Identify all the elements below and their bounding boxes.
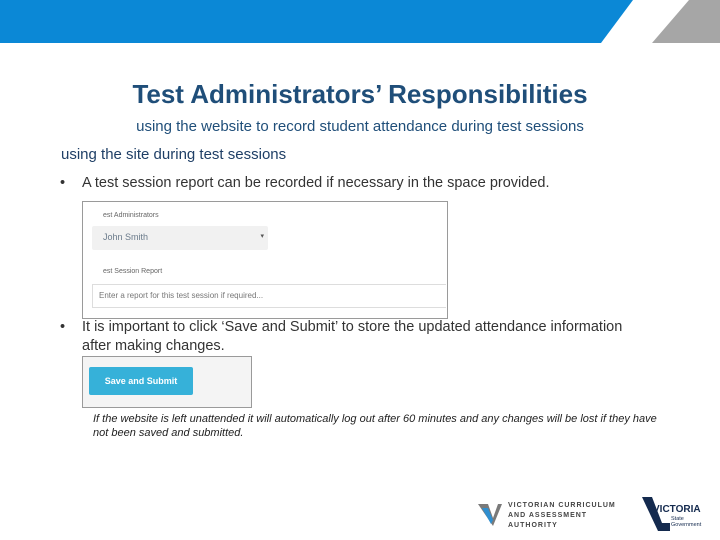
victoria-logo-sub2: Government: [671, 522, 702, 528]
victoria-logo-sub: [671, 516, 701, 528]
save-button-screenshot: [82, 356, 252, 408]
victoria-logo-sub1: State: [671, 516, 684, 522]
report-input[interactable]: [92, 284, 446, 308]
vcaa-logo-line1: VICTORIAN CURRICULUM: [508, 502, 616, 509]
chevron-down-icon: ▾: [260, 233, 264, 240]
admin-field-label: est Administrators: [103, 212, 159, 219]
banner-blue-band: [0, 0, 633, 43]
page-subtitle: using the website to record student attendance during test sessions: [136, 118, 584, 135]
banner-gray-slash: [652, 0, 720, 43]
section-heading: using the site during test sessions: [61, 146, 287, 163]
bullet-text: A test session report can be recorded if necessary in the space provided.: [82, 175, 550, 191]
admin-select-value: John Smith: [103, 232, 149, 242]
admin-select[interactable]: [92, 226, 268, 250]
vcaa-logo-text: [508, 501, 628, 531]
bullet-marker: •: [60, 175, 66, 191]
victoria-logo-word: VICTORIA: [653, 504, 701, 515]
timeout-note: If the website is left unattended it will automatically log out after 60 minutes and any changes will be lost if they have not been saved and submitted.: [93, 413, 657, 439]
save-and-submit-button[interactable]: Save and Submit: [89, 367, 193, 395]
bullet-marker: •: [60, 319, 66, 335]
page-title: Test Administrators’ Responsibilities: [132, 79, 588, 109]
victoria-logo: [640, 495, 706, 533]
report-input-placeholder: Enter a report for this test session if required...: [99, 291, 264, 300]
session-form-screenshot: [82, 201, 448, 319]
bullet-text: It is important to click ‘Save and Submit’ to store the updated attendance information after making changes.: [82, 319, 623, 354]
vcaa-logo-icon: [478, 498, 508, 528]
vcaa-logo: [478, 498, 628, 528]
report-field-label: est Session Report: [103, 268, 163, 275]
vcaa-logo-line2: AND ASSESSMENT AUTHORITY: [508, 512, 588, 529]
header-banner: [0, 0, 720, 43]
